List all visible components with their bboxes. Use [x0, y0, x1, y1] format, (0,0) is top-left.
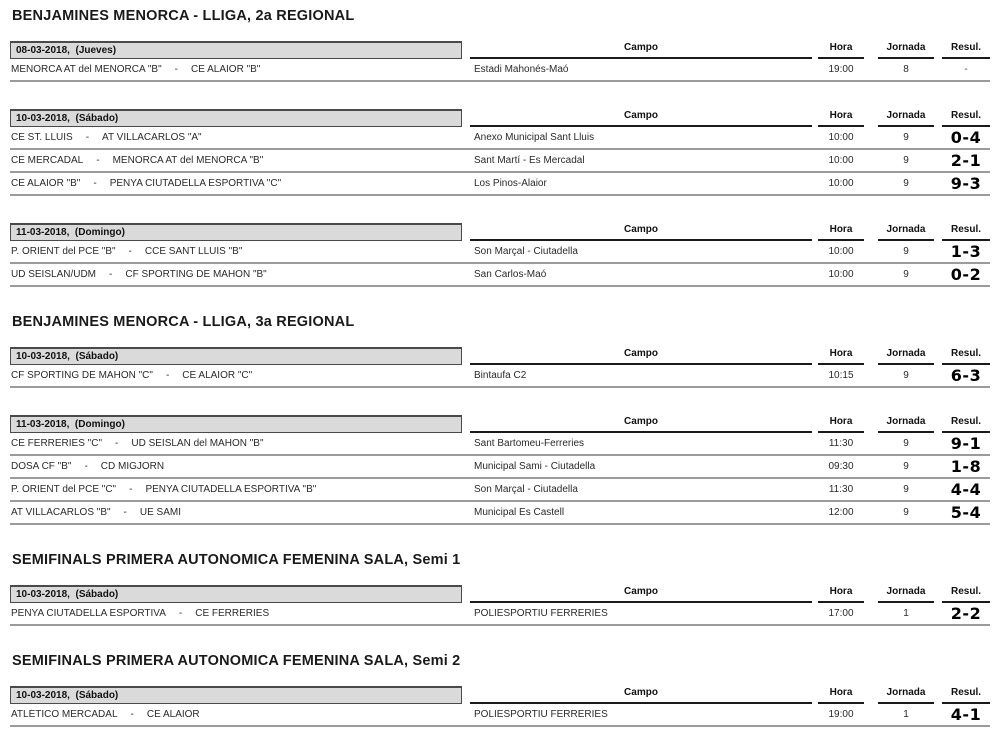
team-separator: - [115, 438, 119, 449]
resul-value: 4-4 [950, 479, 982, 499]
column-header-campo: Campo [470, 347, 812, 365]
matchday-section [10, 415, 990, 525]
sections [10, 41, 990, 287]
jornada-value: 9 [903, 155, 909, 166]
team-separator: - [84, 461, 88, 472]
match-row [10, 456, 990, 479]
resul-value: 0-4 [950, 127, 982, 147]
match-row [10, 127, 990, 150]
campo-value: Sant Bartomeu-Ferreries [474, 438, 585, 449]
column-header-resul: Resul. [942, 415, 990, 433]
campo-value: Estadi Mahonés-Maó [474, 64, 569, 75]
rows [10, 704, 990, 727]
match-row [10, 479, 990, 502]
team-separator: - [165, 370, 170, 381]
section-header-row [10, 41, 990, 59]
column-header-hora: Hora [818, 109, 864, 127]
column-header-hora: Hora [818, 41, 864, 59]
home-team: CF SPORTING DE MAHON "C" [11, 370, 153, 381]
resul-value: 2-2 [950, 603, 982, 623]
match-row [10, 704, 990, 727]
away-team: CE ALAIOR [146, 709, 200, 720]
sections [10, 585, 990, 626]
hora-value: 11:30 [828, 438, 854, 449]
hora-value: 10:00 [828, 246, 854, 257]
jornada-value: 9 [903, 438, 909, 449]
hora-value: 11:30 [828, 484, 854, 495]
teams-cell [10, 64, 462, 75]
matchday-section [10, 686, 990, 727]
matchday-section [10, 223, 990, 287]
rows [10, 241, 990, 287]
hora-value: 10:00 [828, 178, 854, 189]
column-header-hora: Hora [818, 686, 864, 704]
column-header-hora: Hora [818, 347, 864, 365]
section-header-row [10, 109, 990, 127]
section-header-row [10, 585, 990, 603]
sections [10, 347, 990, 525]
column-header-campo: Campo [470, 686, 812, 704]
home-team: CE ST. LLUIS [11, 132, 73, 143]
rows [10, 59, 990, 82]
date-header: 08-03-2018, (Jueves) [10, 41, 462, 59]
home-team: AT VILLACARLOS "B" [11, 507, 111, 518]
section-header-row [10, 415, 990, 433]
hora-value: 10:00 [828, 132, 854, 143]
teams-cell [10, 461, 462, 472]
column-header-resul: Resul. [942, 223, 990, 241]
home-team: UD SEISLAN/UDM [11, 269, 97, 280]
home-team: MENORCA AT del MENORCA "B" [11, 64, 162, 75]
jornada-value: 9 [903, 269, 909, 280]
match-row [10, 173, 990, 196]
date-header: 10-03-2018, (Sábado) [10, 585, 462, 603]
teams-cell [10, 178, 462, 189]
teams-cell [10, 438, 462, 449]
match-row [10, 241, 990, 264]
team-separator: - [129, 484, 133, 495]
rows [10, 365, 990, 388]
column-header-jornada: Jornada [878, 41, 934, 59]
column-header-campo: Campo [470, 585, 812, 603]
resul-value: 4-1 [950, 704, 982, 724]
teams-cell [10, 484, 462, 495]
jornada-value: 9 [903, 370, 909, 381]
campo-value: Son Marçal - Ciutadella [474, 484, 578, 495]
column-header-jornada: Jornada [878, 686, 934, 704]
campo-value: POLIESPORTIU FERRERIES [474, 709, 608, 720]
campo-value: Los Pinos-Alaior [474, 178, 547, 189]
column-header-hora: Hora [818, 585, 864, 603]
home-team: CE ALAIOR "B" [11, 178, 81, 189]
teams-cell [10, 269, 462, 280]
teams-cell [10, 370, 462, 381]
matchday-section [10, 347, 990, 388]
resul-value: 9-1 [950, 433, 982, 453]
away-team: MENORCA AT del MENORCA "B" [112, 155, 264, 166]
home-team: ATLÉTICO MERCADAL [11, 709, 118, 720]
jornada-value: 9 [903, 132, 909, 143]
resul-value: 5-4 [950, 502, 982, 522]
competition-block [10, 314, 990, 525]
column-header-campo: Campo [470, 109, 812, 127]
hora-value: 09:30 [828, 461, 854, 472]
date-header: 11-03-2018, (Domingo) [10, 415, 462, 433]
campo-value: Municipal Es Castell [474, 507, 565, 518]
away-team: UD SEISLAN del MAHON "B" [131, 438, 264, 449]
column-header-resul: Resul. [942, 41, 990, 59]
column-header-jornada: Jornada [878, 223, 934, 241]
matchday-section [10, 41, 990, 82]
competition-block [10, 653, 990, 727]
campo-value: Anexo Municipal Sant Lluis [474, 132, 595, 143]
date-header: 10-03-2018, (Sábado) [10, 109, 462, 127]
match-row [10, 433, 990, 456]
column-header-jornada: Jornada [878, 585, 934, 603]
resul-value: 9-3 [950, 173, 982, 193]
jornada-value: 8 [903, 64, 909, 75]
campo-value: Son Marçal - Ciutadella [474, 246, 578, 257]
sections [10, 686, 990, 727]
jornada-value: 9 [903, 507, 909, 518]
home-team: CE FERRERIES "C" [11, 438, 103, 449]
jornada-value: 9 [903, 461, 909, 472]
section-header-row [10, 223, 990, 241]
resul-value: 6-3 [950, 365, 982, 385]
teams-cell [10, 246, 462, 257]
competition-title: BENJAMINES MENORCA - LLIGA, 3a REGIONAL [12, 314, 355, 330]
column-header-resul: Resul. [942, 585, 990, 603]
teams-cell [10, 507, 462, 518]
jornada-value: 9 [903, 178, 909, 189]
resul-value: - [964, 64, 968, 75]
date-header: 10-03-2018, (Sábado) [10, 686, 462, 704]
rows [10, 127, 990, 196]
away-team: PENYA CIUTADELLA ESPORTIVA "B" [145, 484, 317, 495]
competition-title: BENJAMINES MENORCA - LLIGA, 2a REGIONAL [12, 8, 355, 24]
section-header-row [10, 347, 990, 365]
column-header-resul: Resul. [942, 686, 990, 704]
home-team: PENYA CIUTADELLA ESPORTIVA [11, 608, 166, 619]
column-header-campo: Campo [470, 223, 812, 241]
home-team: P. ORIENT del PCE "C" [11, 484, 117, 495]
hora-value: 17:00 [828, 608, 854, 619]
match-row [10, 365, 990, 388]
home-team: P. ORIENT del PCE "B" [11, 246, 116, 257]
away-team: CE FERRERIES [195, 608, 270, 619]
date-header: 10-03-2018, (Sábado) [10, 347, 462, 365]
resul-value: 1-8 [950, 456, 982, 476]
column-header-campo: Campo [470, 41, 812, 59]
away-team: CF SPORTING DE MAHON "B" [125, 269, 267, 280]
resul-value: 1-3 [950, 241, 982, 261]
column-header-jornada: Jornada [878, 415, 934, 433]
away-team: CE ALAIOR "B" [191, 64, 261, 75]
team-separator: - [128, 246, 132, 257]
section-header-row [10, 686, 990, 704]
rows [10, 603, 990, 626]
matchday-section [10, 109, 990, 196]
column-header-hora: Hora [818, 223, 864, 241]
match-row [10, 502, 990, 525]
campo-value: Bintaufa C2 [474, 370, 527, 381]
hora-value: 19:00 [828, 64, 854, 75]
campo-value: San Carlos-Maó [474, 269, 547, 280]
campo-value: Municipal Sami - Ciutadella [474, 461, 596, 472]
away-team: PENYA CIUTADELLA ESPORTIVA "C" [109, 178, 282, 189]
column-header-jornada: Jornada [878, 109, 934, 127]
match-row [10, 264, 990, 287]
team-separator: - [130, 709, 134, 720]
away-team: AT VILLACARLOS "A" [102, 132, 202, 143]
team-separator: - [85, 132, 90, 143]
away-team: CE ALAIOR "C" [182, 370, 253, 381]
team-separator: - [174, 64, 178, 75]
hora-value: 10:00 [828, 269, 854, 280]
competition-block [10, 552, 990, 626]
team-separator: - [123, 507, 127, 518]
away-team: UE SAMI [139, 507, 182, 518]
teams-cell [10, 155, 462, 166]
teams-cell [10, 709, 462, 720]
away-team: CD MIGJORN [100, 461, 165, 472]
jornada-value: 9 [903, 246, 909, 257]
hora-value: 10:15 [828, 370, 854, 381]
hora-value: 19:00 [828, 709, 854, 720]
jornada-value: 1 [903, 608, 909, 619]
teams-cell [10, 132, 462, 143]
column-header-campo: Campo [470, 415, 812, 433]
rows [10, 433, 990, 525]
match-row [10, 59, 990, 82]
column-header-resul: Resul. [942, 347, 990, 365]
campo-value: Sant Martí - Es Mercadal [474, 155, 585, 166]
hora-value: 10:00 [828, 155, 854, 166]
resul-value: 0-2 [950, 264, 982, 284]
away-team: CCE SANT LLUÍS "B" [144, 246, 243, 257]
column-header-jornada: Jornada [878, 347, 934, 365]
competition-title: SEMIFINALS PRIMERA AUTONOMICA FEMENINA SALA, Semi 2 [12, 653, 461, 669]
hora-value: 12:00 [828, 507, 854, 518]
matchday-section [10, 585, 990, 626]
resul-value: 2-1 [950, 150, 982, 170]
team-separator: - [93, 178, 97, 189]
team-separator: - [178, 608, 183, 619]
column-header-hora: Hora [818, 415, 864, 433]
campo-value: POLIESPORTIU FERRERIES [474, 608, 608, 619]
jornada-value: 1 [903, 709, 909, 720]
date-header: 11-03-2018, (Domingo) [10, 223, 462, 241]
competition-title: SEMIFINALS PRIMERA AUTONOMICA FEMENINA SALA, Semi 1 [12, 552, 461, 568]
match-row [10, 603, 990, 626]
competition-block [10, 8, 990, 287]
match-row [10, 150, 990, 173]
team-separator: - [109, 269, 113, 280]
team-separator: - [96, 155, 100, 166]
teams-cell [10, 608, 462, 619]
column-header-resul: Resul. [942, 109, 990, 127]
jornada-value: 9 [903, 484, 909, 495]
home-team: DOSA CF "B" [11, 461, 72, 472]
home-team: CE MERCADAL [11, 155, 84, 166]
